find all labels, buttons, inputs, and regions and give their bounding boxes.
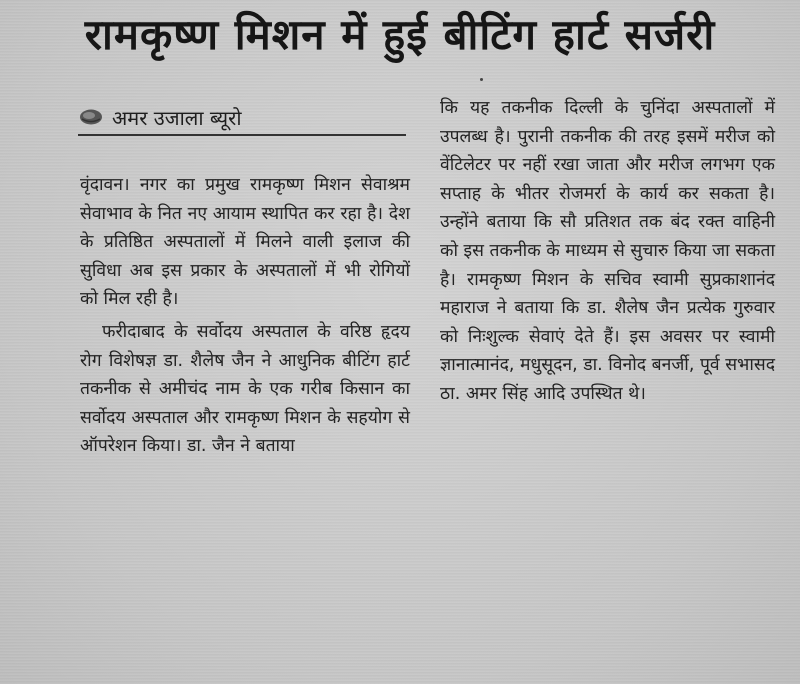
- article-paragraph-3: कि यह तकनीक दिल्ली के चुनिंदा अस्पतालों में उपलब्ध है। पुरानी तकनीक की तरह इसमें मरीज को वेंटिलेटर पर नहीं रखा जाता और मरीज लगभग एक सप्ताह के भीतर रोजमर्रा के कार्य कर सकता है। उन्होंने बताया कि सौ प्रतिशत तक बंद रक्त वाहिनी को इस तकनीक के माध्यम से सुचारु किया जा सकता है। रामकृष्ण मिशन के सचिव स्वामी सुप्रकाशानंद महाराज ने बताया कि डा. शैलेष जैन प्रत्येक गुरुवार को निःशुल्क सेवाएं देते हैं। इस अवसर पर स्वामी ज्ञानात्मानंद, मधुसूदन, डा. विनोद बनर्जी, पूर्व सभासद ठा. अमर सिंह आदि उपस्थित थे।: [440, 98, 775, 404]
- article-paragraph-1: वृंदावन। नगर का प्रमुख रामकृष्ण मिशन सेवाश्रम सेवाभाव के नित नए आयाम स्थापित कर रहा है। देश के प्रतिष्ठित अस्पतालों में मिलने वाली इलाज की सुविधा अब इस प्रकार के अस्पतालों में भी रोगियों को मिल रही है।: [80, 175, 411, 310]
- article-column-left: [80, 171, 410, 461]
- bureau-logo-icon: [78, 107, 104, 127]
- headline: रामकृष्ण मिशन में हुई बीटिंग हार्ट सर्जरी: [84, 10, 716, 59]
- article-column-right: [440, 94, 775, 409]
- article-paragraph-2: फरीदाबाद के सर्वोदय अस्पताल के वरिष्ठ हृदय रोग विशेषज्ञ डा. शैलेष जैन ने आधुनिक बीटिंग हार्ट तकनीक से अमीचंद नाम के एक गरीब किसान का सर्वोदय अस्पताल और रामकृष्ण मिशन के सहयोग से ऑपरेशन किया। डा. जैन ने बताया: [80, 321, 410, 457]
- print-speck: [480, 78, 483, 81]
- byline-text: अमर उजाला ब्यूरो: [112, 105, 242, 130]
- byline: [78, 100, 406, 136]
